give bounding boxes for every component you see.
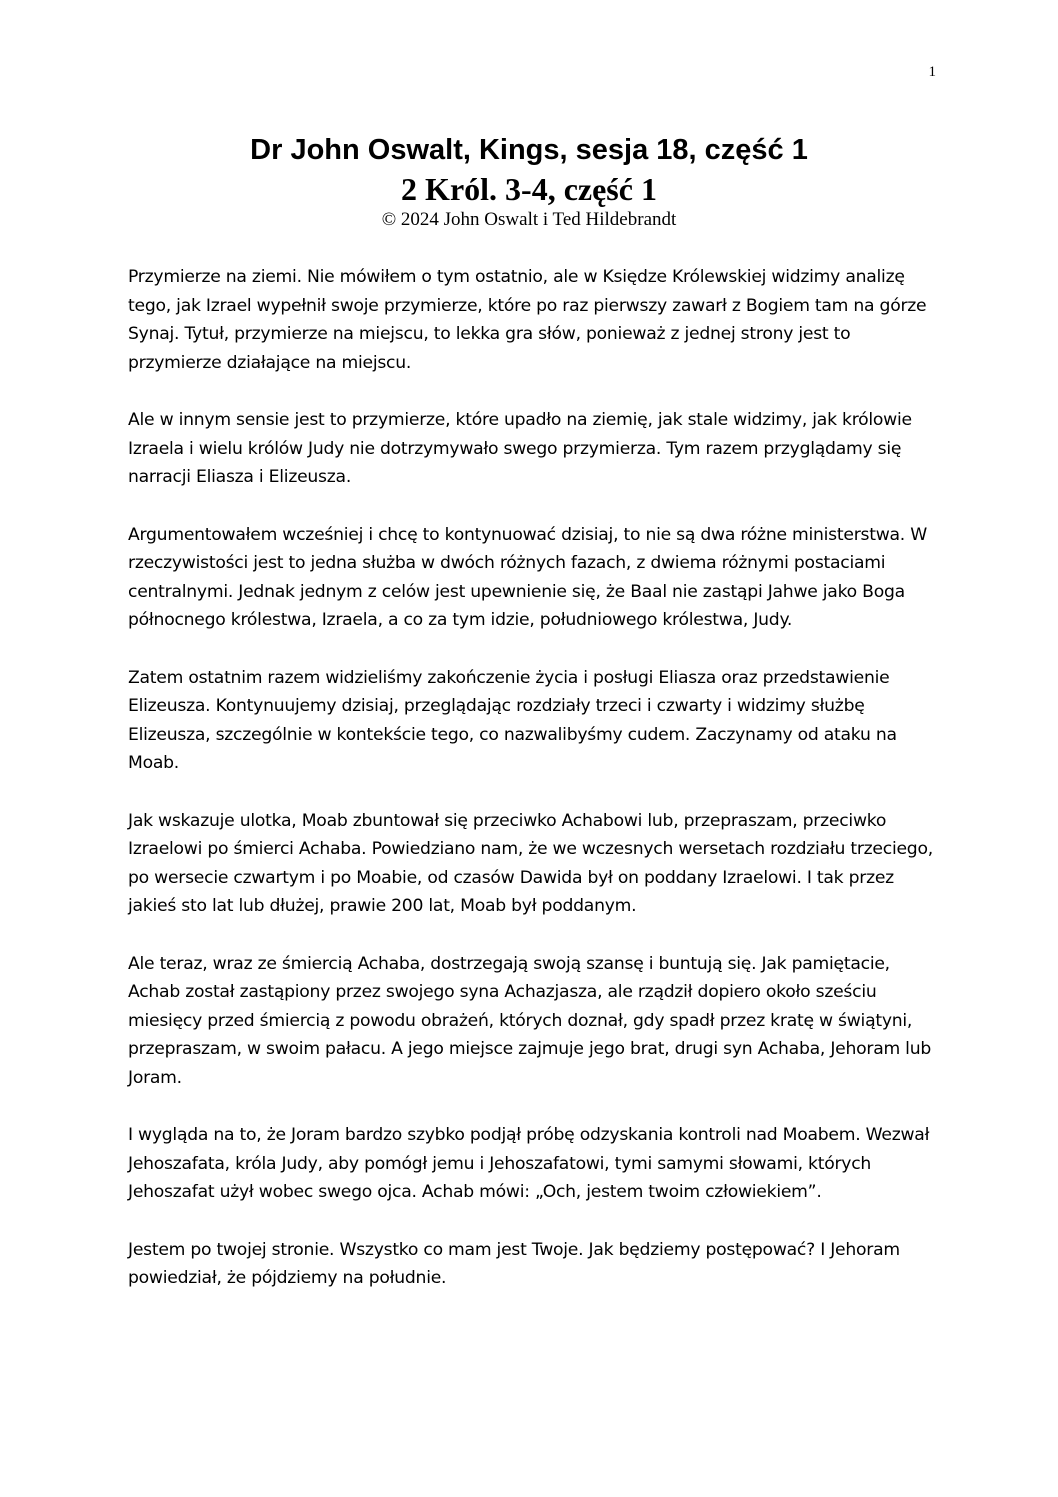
paragraph: Ale w innym sensie jest to przymierze, które upadło na ziemię, jak stale widzimy, jak królowie Izraela i wielu królów Judy nie dotrzymywało swego przymierza. Tym razem przyglądamy się narracji Eliasza i Elizeusza. — [128, 410, 912, 487]
paragraph: Przymierze na ziemi. Nie mówiłem o tym ostatnio, ale w Księdze Królewskiej widzimy analizę tego, jak Izrael wypełnił swoje przymierze, które po raz pierwszy zawarł z Bogiem tam na górze Synaj. Tytuł, przymierze na miejscu, to lekka gra słów, ponieważ z jednej strony jest to przymierze działające na miejscu. — [128, 267, 927, 373]
page-number: 1 — [928, 64, 936, 80]
paragraph: Argumentowałem wcześniej i chcę to kontynuować dzisiaj, to nie są dwa różne ministerstwa. W rzeczywistości jest to jedna służba w dwóch różnych fazach, z dwiema różnymi postaciami centralnymi. Jednak jednym z celów jest upewnienie się, że Baal nie zastąpi Jahwe jako Boga północnego królestwa, Izraela, a co za tym idzie, południowego królestwa, Judy. — [128, 524, 927, 630]
paragraph: Jak wskazuje ulotka, Moab zbuntował się przeciwko Achabowi lub, przepraszam, przeciwko Izraelowi po śmierci Achaba. Powiedziano nam, że we wczesnych wersetach rozdziału trzeciego, po wersecie czwartym i po Moabie, od czasów Dawida był on poddany Izraelowi. I tak przez jakieś sto lat lub dłużej, prawie 200 lat, Moab był poddanym. — [128, 810, 933, 916]
document-title: Dr John Oswalt, Kings, sesja 18, część 1 — [250, 134, 808, 166]
document-body — [128, 263, 938, 1322]
paragraph: Ale teraz, wraz ze śmiercią Achaba, dostrzegają swoją szansę i buntują się. Jak pamiętacie, Achab został zastąpiony przez swojego syna Achazjasza, ale rządził dopiero około sześciu miesięcy przed śmiercią z powodu obrażeń, których doznał, gdy spadł przez kratę w świątyni, przepraszam, w swoim pałacu. A jego miejsce zajmuje jego brat, drugi syn Achaba, Jehoram lub Joram. — [128, 953, 932, 1088]
copyright-notice: © 2024 John Oswalt i Ted Hildebrandt — [381, 209, 677, 230]
document-header — [0, 130, 1058, 232]
paragraph: I wygląda na to, że Joram bardzo szybko podjął próbę odzyskania kontroli nad Moabem. Wezwał Jehoszafata, króla Judy, aby pomógł jemu i Jehoszafatowi, tymi samymi słowami, których Jehoszafat użył wobec swego ojca. Achab mówi: „Och, jestem twoim człowiekiem”. — [128, 1125, 930, 1202]
document-subtitle: 2 Król. 3-4, część 1 — [401, 171, 657, 207]
paragraph: Jestem po twojej stronie. Wszystko co mam jest Twoje. Jak będziemy postępować? I Jehoram powiedział, że pójdziemy na południe. — [128, 1239, 900, 1288]
paragraph: Zatem ostatnim razem widzieliśmy zakończenie życia i posługi Eliasza oraz przedstawienie Elizeusza. Kontynuujemy dzisiaj, przeglądając rozdziały trzeci i czwarty i widzimy służbę Elizeusza, szczególnie w kontekście tego, co nazwalibyśmy cudem. Zaczynamy od ataku na Moab. — [128, 667, 897, 773]
